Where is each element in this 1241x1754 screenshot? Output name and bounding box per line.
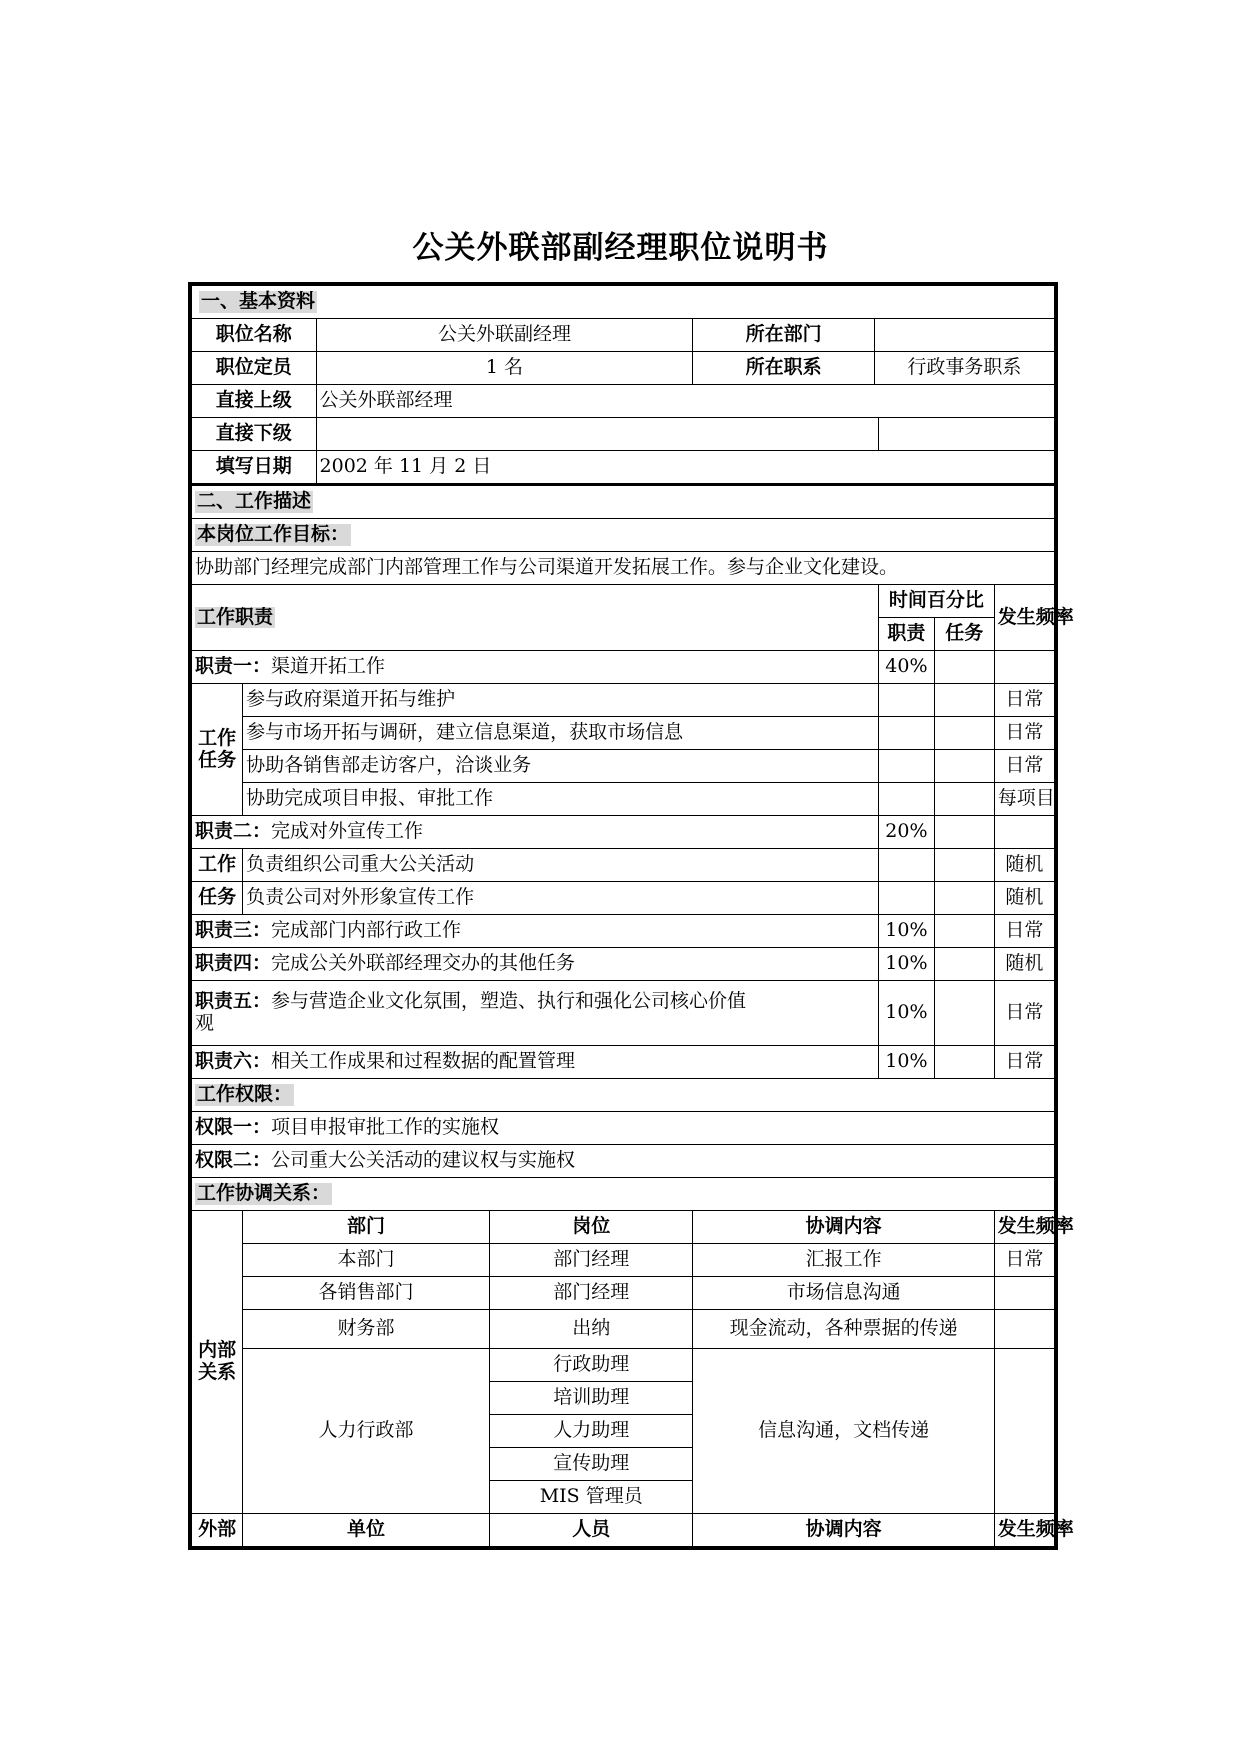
- duty2-row: [192, 816, 1055, 849]
- position-name-value: 公关外联副经理: [316, 319, 693, 352]
- duty2-task-task-pct: [934, 849, 994, 882]
- internal-content: 市场信息沟通: [693, 1277, 994, 1310]
- internal-post-header: 岗位: [489, 1211, 692, 1244]
- external-header-row: [192, 1514, 1055, 1547]
- duty1-task-row: [192, 684, 1055, 717]
- duty6-task-pct: [934, 1046, 994, 1079]
- duty6-freq: 日常: [994, 1046, 1054, 1079]
- goal-text-row: [192, 552, 1055, 585]
- authority-label: 工作权限：: [197, 1083, 293, 1106]
- auth2-text: 公司重大公关活动的建议权与实施权: [271, 1149, 576, 1172]
- duty2-task-task-pct: [934, 882, 994, 915]
- duty1-task-task-pct: [934, 684, 994, 717]
- task-label-line1: 工作: [198, 726, 237, 749]
- duty1-label: 职责一：: [195, 655, 272, 678]
- duty2-task-freq: 随机: [994, 882, 1054, 915]
- headcount-row: [192, 352, 1055, 385]
- duty1-task-task-pct: [934, 783, 994, 816]
- duty2-task-row: [192, 849, 1055, 882]
- duty2-task-duty-pct: [879, 882, 935, 915]
- duty1-task-text: 参与市场开拓与调研，建立信息渠道，获取市场信息: [243, 717, 879, 750]
- job-family-label: 所在职系: [693, 352, 874, 385]
- external-person-header: 人员: [489, 1514, 692, 1547]
- duty2-label: 职责二：: [195, 820, 272, 843]
- duty1-pct: 40%: [879, 651, 935, 684]
- duty1-task-task-pct: [934, 750, 994, 783]
- duty1-task-text: 协助完成项目申报、审批工作: [243, 783, 879, 816]
- duty6-row: [192, 1046, 1055, 1079]
- duty4-label: 职责四：: [195, 952, 272, 975]
- hr-freq: [994, 1349, 1054, 1514]
- duty3-pct: 10%: [879, 915, 935, 948]
- hr-dept: 人力行政部: [243, 1349, 490, 1514]
- duty2-text: 完成对外宣传工作: [271, 820, 424, 843]
- internal-post: 部门经理: [489, 1244, 692, 1277]
- authority-label-row: [192, 1079, 1055, 1112]
- subordinate-row: [192, 418, 1055, 451]
- internal-content: 现金流动，各种票据的传递: [693, 1310, 994, 1349]
- hr-row: [192, 1349, 1055, 1382]
- internal-content-header: 协调内容: [693, 1211, 994, 1244]
- hr-post: 培训助理: [489, 1382, 692, 1415]
- position-name-label: 职位名称: [192, 319, 317, 352]
- duty1-task-row: [192, 783, 1055, 816]
- duty1-task-text: 协助各销售部走访客户，洽谈业务: [243, 750, 879, 783]
- duty3-row: [192, 915, 1055, 948]
- auth2-row: [192, 1145, 1055, 1178]
- goal-label-row: [192, 519, 1055, 552]
- duty2-task-duty-pct: [879, 849, 935, 882]
- duty1-task-freq: 日常: [994, 684, 1054, 717]
- job-description-form: [188, 282, 1074, 1550]
- task-col-header: 任务: [934, 618, 994, 651]
- duty1-task-task-pct: [934, 717, 994, 750]
- internal-dept: 本部门: [243, 1244, 490, 1277]
- time-pct-header: 时间百分比: [879, 585, 995, 618]
- hr-post: 行政助理: [489, 1349, 692, 1382]
- duty5-pct: 10%: [879, 981, 935, 1046]
- internal-label-line2: 关系: [198, 1361, 237, 1383]
- external-unit-header: 单位: [243, 1514, 490, 1547]
- duty3-task-pct: [934, 915, 994, 948]
- duty5-task-pct: [934, 981, 994, 1046]
- goal-text: 协助部门经理完成部门内部管理工作与公司渠道开发拓展工作。参与企业文化建设。: [192, 552, 1055, 585]
- subordinate-label: 直接下级: [192, 418, 317, 451]
- duty-col-header: 职责: [879, 618, 935, 651]
- section2-heading-row: [192, 485, 1055, 519]
- auth1-row: [192, 1112, 1055, 1145]
- duty2-pct: 20%: [879, 816, 935, 849]
- duty1-task-duty-pct: [879, 783, 935, 816]
- duty1-task-duty-pct: [879, 684, 935, 717]
- form-table: [191, 285, 1074, 1547]
- subordinate-value: [316, 418, 879, 451]
- section1-heading-row: [192, 286, 1055, 319]
- internal-dept-header: 部门: [243, 1211, 490, 1244]
- task-label-line2: 任务: [198, 748, 237, 771]
- superior-label: 直接上级: [192, 385, 317, 418]
- duty1-task-row: [192, 750, 1055, 783]
- goal-label: 本岗位工作目标：: [197, 523, 350, 546]
- duty1-task-freq: 日常: [994, 750, 1054, 783]
- superior-value: 公关外联部经理: [316, 385, 1054, 418]
- internal-label: [192, 1211, 243, 1514]
- duty1-task-text: 参与政府渠道开拓与维护: [243, 684, 879, 717]
- duty1-row: [192, 651, 1055, 684]
- duty2-task-pct: [934, 816, 994, 849]
- auth1-text: 项目申报审批工作的实施权: [271, 1116, 500, 1139]
- page-title: 公关外联部副经理职位说明书: [412, 230, 829, 266]
- hr-post: 人力助理: [489, 1415, 692, 1448]
- headcount-label: 职位定员: [192, 352, 317, 385]
- internal-dept: 各销售部门: [243, 1277, 490, 1310]
- internal-header-row: [192, 1211, 1055, 1244]
- duty5-label: 职责五：: [195, 990, 272, 1013]
- coord-label: 工作协调关系：: [197, 1182, 331, 1205]
- external-freq-header: 发生频率: [994, 1514, 1054, 1547]
- internal-freq: 日常: [994, 1244, 1054, 1277]
- duty2-task-text: 负责组织公司重大公关活动: [243, 849, 879, 882]
- date-value: 2002 年 11 月 2 日: [316, 451, 1054, 485]
- duty2-freq: [994, 816, 1054, 849]
- duty1-text: 渠道开拓工作: [271, 655, 386, 678]
- department-label: 所在部门: [693, 319, 874, 352]
- duty2-task-label-1: 工作: [192, 849, 243, 882]
- duty4-pct: 10%: [879, 948, 935, 981]
- subordinate-extra: [879, 418, 1055, 451]
- section2-heading: 二、工作描述: [197, 490, 312, 513]
- headcount-value: 1 名: [316, 352, 693, 385]
- auth1-label: 权限一：: [195, 1116, 272, 1139]
- duty5-text: 参与营造企业文化氛围，塑造、执行和强化公司核心价值: [271, 990, 747, 1013]
- duty5-freq: 日常: [994, 981, 1054, 1046]
- duty2-task-text: 负责公司对外形象宣传工作: [243, 882, 879, 915]
- duty6-label: 职责六：: [195, 1050, 272, 1073]
- internal-row: [192, 1310, 1055, 1349]
- duty1-task-freq: 日常: [994, 717, 1054, 750]
- internal-row: [192, 1244, 1055, 1277]
- duty4-row: [192, 948, 1055, 981]
- internal-label-line1: 内部: [198, 1339, 237, 1362]
- internal-dept: 财务部: [243, 1310, 490, 1349]
- duty1-task-label: [192, 684, 243, 816]
- job-family-value: 行政事务职系: [874, 352, 1054, 385]
- external-label: 外部: [192, 1514, 243, 1547]
- superior-row: [192, 385, 1055, 418]
- duty6-pct: 10%: [879, 1046, 935, 1079]
- duties-header-row-1: [192, 585, 1055, 618]
- hr-post: 宣传助理: [489, 1448, 692, 1481]
- duty6-text: 相关工作成果和过程数据的配置管理: [271, 1050, 576, 1073]
- duty3-text: 完成部门内部行政工作: [271, 919, 462, 942]
- internal-freq: [994, 1310, 1054, 1349]
- internal-post: 出纳: [489, 1310, 692, 1349]
- freq-header: 发生频率: [994, 585, 1054, 651]
- duty1-task-duty-pct: [879, 750, 935, 783]
- internal-freq: [994, 1277, 1054, 1310]
- hr-post: MIS 管理员: [489, 1481, 692, 1514]
- duty1-task-freq: 每项目: [994, 783, 1054, 816]
- auth2-label: 权限二：: [195, 1149, 272, 1172]
- internal-freq-header: 发生频率: [994, 1211, 1054, 1244]
- internal-post: 部门经理: [489, 1277, 692, 1310]
- duty2-task-freq: 随机: [994, 849, 1054, 882]
- date-label: 填写日期: [192, 451, 317, 485]
- department-value: [874, 319, 1054, 352]
- position-name-row: [192, 319, 1055, 352]
- duty3-label: 职责三：: [195, 919, 272, 942]
- duties-header: 工作职责: [197, 605, 274, 628]
- coord-label-row: [192, 1178, 1055, 1211]
- duty2-task-label-2: 任务: [192, 882, 243, 915]
- external-content-header: 协调内容: [693, 1514, 994, 1547]
- duty1-freq: [994, 651, 1054, 684]
- duty1-task-duty-pct: [879, 717, 935, 750]
- internal-row: [192, 1277, 1055, 1310]
- internal-content: 汇报工作: [693, 1244, 994, 1277]
- hr-content: 信息沟通，文档传递: [693, 1349, 994, 1514]
- duty3-freq: 日常: [994, 915, 1054, 948]
- duty5-row: [192, 981, 1055, 1046]
- duty5-text-cont: 观: [195, 1012, 215, 1034]
- duty4-freq: 随机: [994, 948, 1054, 981]
- duty1-task-row: [192, 717, 1055, 750]
- date-row: [192, 451, 1055, 485]
- duty4-task-pct: [934, 948, 994, 981]
- section1-heading-text: 一、基本资料: [201, 290, 316, 313]
- duty2-task-row: [192, 882, 1055, 915]
- duty4-text: 完成公关外联部经理交办的其他任务: [271, 952, 576, 975]
- duty1-task-pct: [934, 651, 994, 684]
